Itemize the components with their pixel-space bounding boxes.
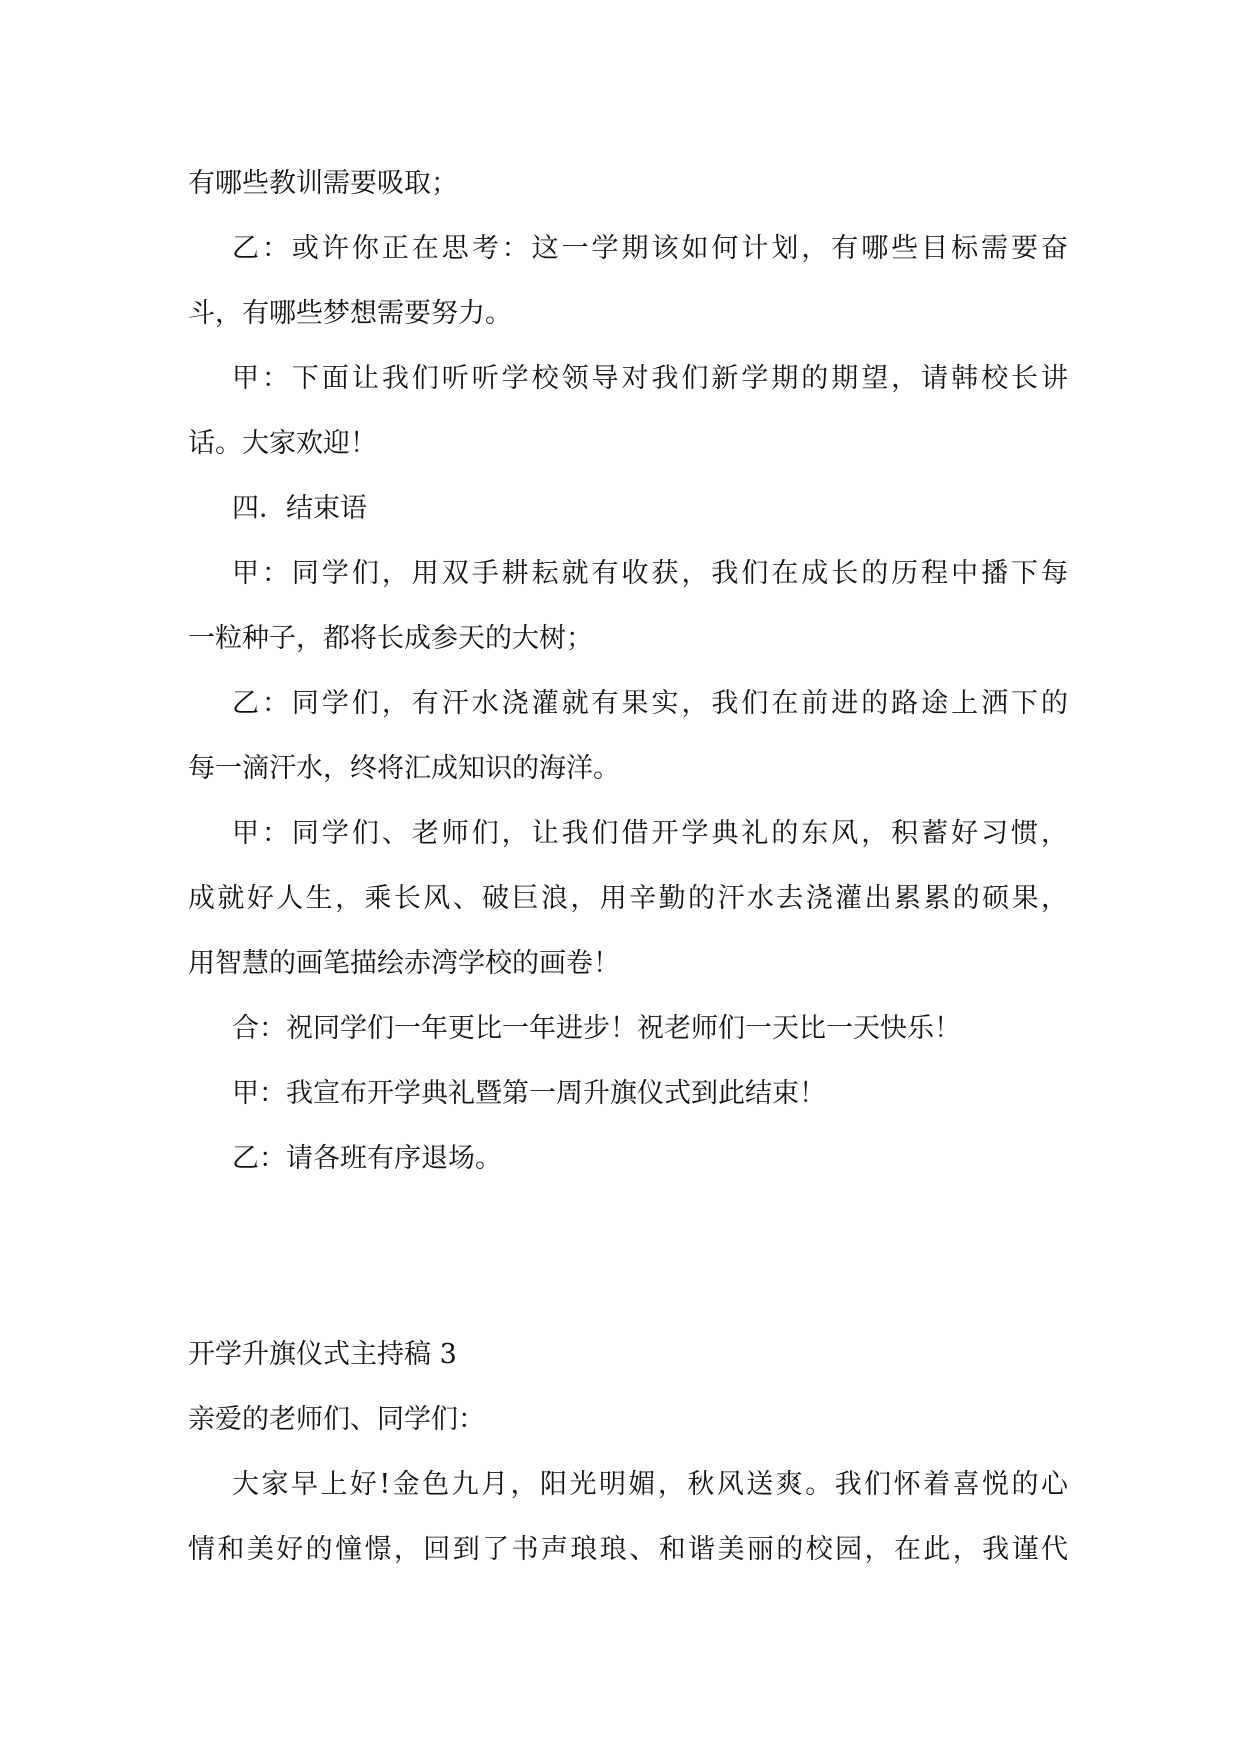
text-line: 乙：请各班有序退场。 xyxy=(232,1143,502,1174)
text-line: 斗，有哪些梦想需要努力。 xyxy=(188,298,512,329)
text-line: 每一滴汗水，终将汇成知识的海洋。 xyxy=(188,753,620,784)
text-line: 甲：同学们，用双手耕耘就有收获，我们在成长的历程中播下每 xyxy=(232,558,1068,589)
salutation: 亲爱的老师们、同学们： xyxy=(188,1404,485,1435)
section-heading: 四．结束语 xyxy=(232,493,367,524)
text-line: 情和美好的憧憬，回到了书声琅琅、和谐美丽的校园，在此，我谨代 xyxy=(188,1534,1068,1565)
text-line: 一粒种子，都将长成参天的大树； xyxy=(188,623,593,654)
text-line: 乙：或许你正在思考：这一学期该如何计划，有哪些目标需要奋 xyxy=(232,233,1068,264)
text-line: 甲：下面让我们听听学校领导对我们新学期的期望，请韩校长讲 xyxy=(232,363,1068,394)
text-line: 甲：同学们、老师们，让我们借开学典礼的东风，积蓄好习惯， xyxy=(232,818,1068,849)
text-line: 乙：同学们，有汗水浇灌就有果实，我们在前进的路途上洒下的 xyxy=(232,688,1068,719)
text-line: 甲：我宣布开学典礼暨第一周升旗仪式到此结束！ xyxy=(232,1078,826,1109)
text-line: 合：祝同学们一年更比一年进步！祝老师们一天比一天快乐！ xyxy=(232,1013,961,1044)
document-title: 开学升旗仪式主持稿 3 xyxy=(188,1339,457,1370)
text-line: 用智慧的画笔描绘赤湾学校的画卷！ xyxy=(188,948,620,979)
text-line: 有哪些教训需要吸取； xyxy=(188,168,458,199)
text-line: 大家早上好!金色九月，阳光明媚，秋风送爽。我们怀着喜悦的心 xyxy=(232,1469,1068,1500)
text-line: 话。大家欢迎！ xyxy=(188,428,377,459)
text-line: 成就好人生，乘长风、破巨浪，用辛勤的汗水去浇灌出累累的硕果， xyxy=(188,883,1068,914)
